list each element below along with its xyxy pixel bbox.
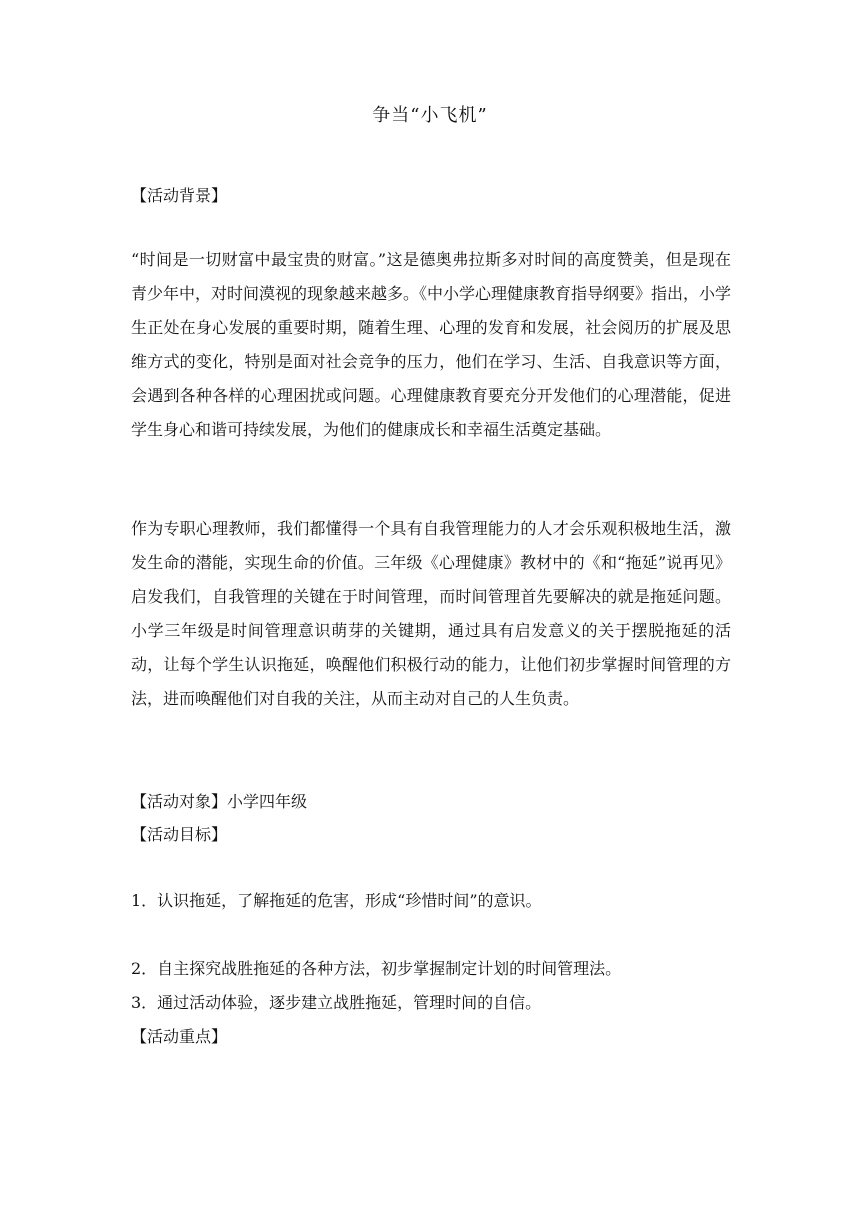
document-title: 争当“小飞机” xyxy=(372,105,488,126)
goal-item-3: 3．通过活动体验，逐步建立战胜拖延，管理时间的自信。 xyxy=(131,993,542,1012)
background-paragraph-2: 作为专职心理教师，我们都懂得一个具有自我管理能力的人才会乐观积极地生活，激发生命的潜能，实现生命的价值。三年级《心理健康》教材中的《和“拖延”说再见》启发我们，自我管理的关键在于时间管理，而时间管理首先要解决的就是拖延问题。小学三年级是时间管理意识萌芽的关键期，通过具有启发意义的关于摆脱拖延的活动，让每个学生认识拖延，唤醒他们积极行动的能力，让他们初步掌握时间管理的方法，进而唤醒他们对自我的关注，从而主动对自己的人生负责。 xyxy=(131,519,731,708)
goal-item-1: 1．认识拖延，了解拖延的危害，形成“珍惜时间”的意识。 xyxy=(131,891,542,910)
background-paragraph-1: “时间是一切财富中最宝贵的财富。”这是德奥弗拉斯多对时间的高度赞美，但是现在青少年中，对时间漠视的现象越来越多。《中小学心理健康教育指导纲要》指出，小学生正处在身心发展的重要时期，随着生理、心理的发育和发展，社会阅历的扩展及思维方式的变化，特别是面对社会竞争的压力，他们在学习、生活、自我意识等方面，会遇到各种各样的心理困扰或问题。心理健康教育要充分开发他们的心理潜能，促进学生身心和谐可持续发展，为他们的健康成长和幸福生活奠定基础。 xyxy=(131,250,732,439)
target-line: 【活动对象】小学四年级 xyxy=(131,792,308,811)
goals-heading: 【活动目标】 xyxy=(131,825,228,844)
goal-item-2: 2．自主探究战胜拖延的各种方法，初步掌握制定计划的时间管理法。 xyxy=(131,959,622,978)
focus-heading: 【活动重点】 xyxy=(131,1027,228,1046)
background-heading: 【活动背景】 xyxy=(131,186,228,205)
